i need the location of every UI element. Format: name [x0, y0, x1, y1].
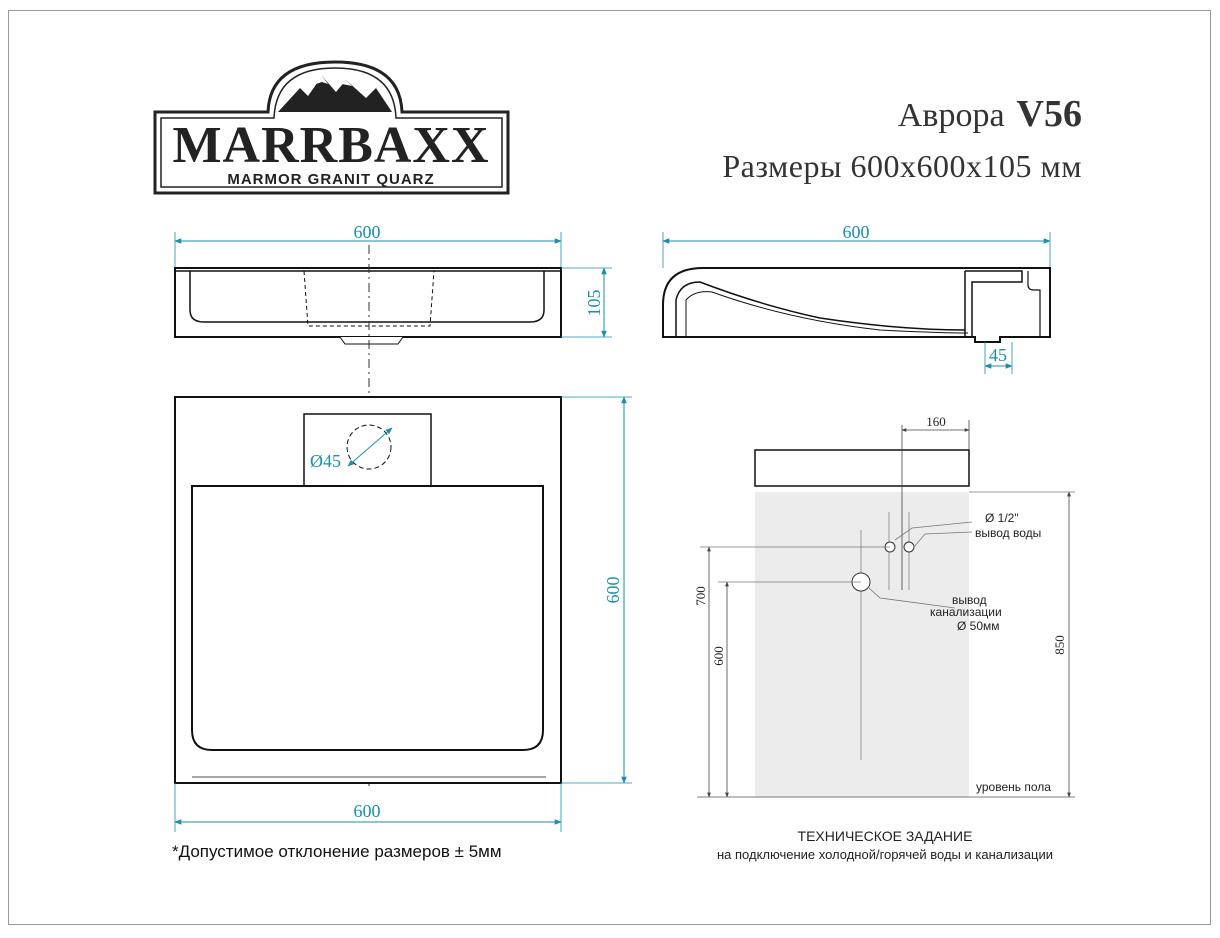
caption-text: на подключение холодной/горячей воды и канализации — [716, 847, 1054, 862]
model-code: V56 — [1016, 93, 1082, 135]
sink-profile — [755, 450, 969, 486]
caption-title: ТЕХНИЧЕСКОЕ ЗАДАНИЕ — [797, 828, 973, 844]
drain-offset-label: 45 — [989, 345, 1007, 365]
front-height-label: 105 — [584, 289, 604, 317]
offset-label: 160 — [926, 414, 946, 429]
tolerance-note: *Допустимое отклонение размеров ± 5мм — [172, 842, 502, 861]
side-width-label: 600 — [842, 222, 870, 242]
hole-label: Ø45 — [310, 451, 341, 471]
drain-label-line1: вывод — [952, 593, 987, 607]
model-title — [835, 92, 1082, 136]
water-outlet-hot — [904, 542, 914, 552]
drain-label-line2: канализации — [930, 605, 1002, 619]
floor-label: уровень пола — [976, 780, 1051, 794]
wall-area — [755, 492, 969, 797]
height-drain-label: 600 — [711, 646, 726, 666]
logo-tagline: MARMOR GRANIT QUARZ — [227, 171, 435, 188]
drain-size: Ø 50мм — [957, 619, 1000, 633]
front-width-label: 600 — [353, 222, 381, 242]
water-outlet-size: Ø 1/2" — [985, 511, 1019, 525]
height-total-label: 850 — [1052, 635, 1067, 655]
top-view — [175, 397, 632, 832]
model-name: Аврора — [897, 97, 1005, 134]
top-height-label: 600 — [603, 576, 623, 604]
logo-brand: MARRBAXX — [172, 117, 490, 174]
side-view — [663, 222, 1050, 374]
front-view — [175, 222, 612, 344]
size-line: Размеры 600х600х105 мм — [722, 148, 1082, 184]
height-water-label: 700 — [693, 586, 708, 606]
water-outlet-label: вывод воды — [975, 526, 1042, 540]
top-width-label: 600 — [353, 801, 381, 821]
brand-logo — [155, 62, 508, 193]
install-scheme — [693, 414, 1075, 797]
